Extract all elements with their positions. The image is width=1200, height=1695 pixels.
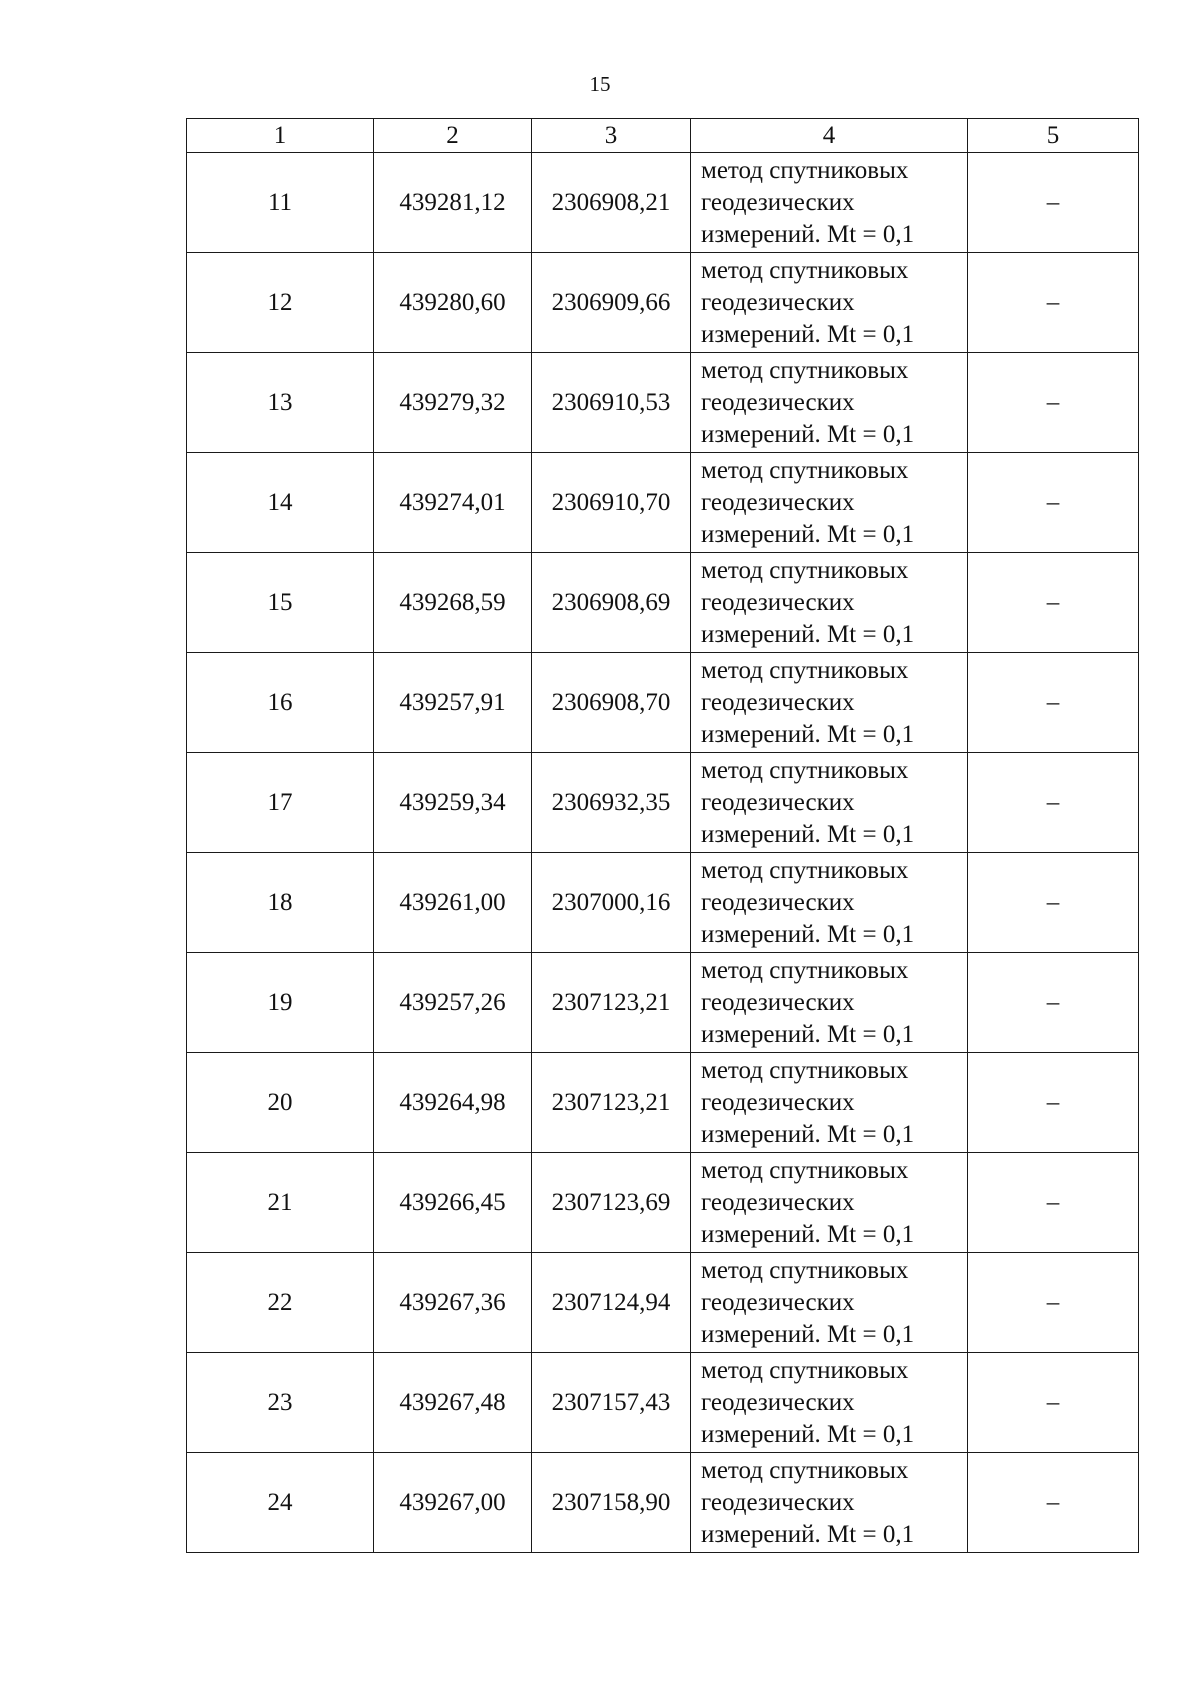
method-line: измерений. Mt = 0,1 [701, 720, 915, 748]
table-row [187, 853, 1139, 953]
method-line: измерений. Mt = 0,1 [701, 920, 915, 948]
point-number-cell: 15 [187, 553, 374, 653]
y-coordinate-cell: 2306908,21 [532, 153, 691, 253]
method-line: геодезических [701, 1188, 855, 1216]
point-number-cell: 19 [187, 953, 374, 1053]
method-cell [691, 753, 968, 853]
table-body [187, 153, 1139, 1553]
method-line: метод спутниковых [701, 1456, 909, 1484]
method-line: метод спутниковых [701, 256, 909, 284]
header-row [187, 119, 1139, 153]
header-col-5: 5 [968, 119, 1139, 153]
header-col-2: 2 [374, 119, 532, 153]
method-line: измерений. Mt = 0,1 [701, 1520, 915, 1548]
method-line: измерений. Mt = 0,1 [701, 420, 915, 448]
method-line: измерений. Mt = 0,1 [701, 1120, 915, 1148]
method-line: геодезических [701, 488, 855, 516]
y-coordinate-cell: 2307123,21 [532, 1053, 691, 1153]
method-line: геодезических [701, 888, 855, 916]
method-cell [691, 853, 968, 953]
table-row [187, 653, 1139, 753]
table-row [187, 153, 1139, 253]
method-line: метод спутниковых [701, 1256, 909, 1284]
table-row [187, 253, 1139, 353]
method-cell [691, 1453, 968, 1553]
note-cell: – [968, 1253, 1139, 1353]
method-line: метод спутниковых [701, 556, 909, 584]
note-cell: – [968, 1453, 1139, 1553]
method-line: измерений. Mt = 0,1 [701, 820, 915, 848]
point-number-cell: 23 [187, 1353, 374, 1453]
x-coordinate-cell: 439264,98 [374, 1053, 532, 1153]
method-line: метод спутниковых [701, 456, 909, 484]
method-cell [691, 153, 968, 253]
method-line: геодезических [701, 188, 855, 216]
method-line: геодезических [701, 1488, 855, 1516]
note-cell: – [968, 253, 1139, 353]
method-line: измерений. Mt = 0,1 [701, 1320, 915, 1348]
x-coordinate-cell: 439279,32 [374, 353, 532, 453]
note-cell: – [968, 653, 1139, 753]
y-coordinate-cell: 2306910,70 [532, 453, 691, 553]
x-coordinate-cell: 439261,00 [374, 853, 532, 953]
note-cell: – [968, 1353, 1139, 1453]
note-cell: – [968, 953, 1139, 1053]
y-coordinate-cell: 2306908,69 [532, 553, 691, 653]
method-line: измерений. Mt = 0,1 [701, 620, 915, 648]
x-coordinate-cell: 439268,59 [374, 553, 532, 653]
method-line: метод спутниковых [701, 856, 909, 884]
method-line: геодезических [701, 588, 855, 616]
note-cell: – [968, 153, 1139, 253]
method-line: геодезических [701, 1388, 855, 1416]
point-number-cell: 11 [187, 153, 374, 253]
method-cell [691, 953, 968, 1053]
y-coordinate-cell: 2307000,16 [532, 853, 691, 953]
table-header [187, 119, 1139, 153]
note-cell: – [968, 1153, 1139, 1253]
x-coordinate-cell: 439274,01 [374, 453, 532, 553]
table-row [187, 1353, 1139, 1453]
method-line: измерений. Mt = 0,1 [701, 320, 915, 348]
method-cell [691, 353, 968, 453]
coordinates-table [186, 118, 1139, 1553]
table-row [187, 453, 1139, 553]
point-number-cell: 20 [187, 1053, 374, 1153]
point-number-cell: 22 [187, 1253, 374, 1353]
table-row [187, 1253, 1139, 1353]
y-coordinate-cell: 2306909,66 [532, 253, 691, 353]
header-col-4: 4 [691, 119, 968, 153]
y-coordinate-cell: 2307123,21 [532, 953, 691, 1053]
method-line: геодезических [701, 1288, 855, 1316]
table-row [187, 753, 1139, 853]
method-line: измерений. Mt = 0,1 [701, 220, 915, 248]
point-number-cell: 14 [187, 453, 374, 553]
table-row [187, 1453, 1139, 1553]
method-cell [691, 653, 968, 753]
method-line: метод спутниковых [701, 156, 909, 184]
note-cell: – [968, 853, 1139, 953]
method-cell [691, 1353, 968, 1453]
table-row [187, 1153, 1139, 1253]
method-line: измерений. Mt = 0,1 [701, 1020, 915, 1048]
method-line: метод спутниковых [701, 756, 909, 784]
method-line: метод спутниковых [701, 1156, 909, 1184]
x-coordinate-cell: 439281,12 [374, 153, 532, 253]
table-row [187, 353, 1139, 453]
x-coordinate-cell: 439280,60 [374, 253, 532, 353]
point-number-cell: 12 [187, 253, 374, 353]
point-number-cell: 13 [187, 353, 374, 453]
method-cell [691, 253, 968, 353]
y-coordinate-cell: 2306932,35 [532, 753, 691, 853]
method-cell [691, 1053, 968, 1153]
method-line: геодезических [701, 288, 855, 316]
table-row [187, 1053, 1139, 1153]
method-line: метод спутниковых [701, 356, 909, 384]
point-number-cell: 16 [187, 653, 374, 753]
method-cell [691, 1253, 968, 1353]
method-line: геодезических [701, 1088, 855, 1116]
method-line: геодезических [701, 388, 855, 416]
y-coordinate-cell: 2307123,69 [532, 1153, 691, 1253]
point-number-cell: 18 [187, 853, 374, 953]
method-cell [691, 553, 968, 653]
note-cell: – [968, 1053, 1139, 1153]
note-cell: – [968, 453, 1139, 553]
y-coordinate-cell: 2307157,43 [532, 1353, 691, 1453]
method-line: метод спутниковых [701, 1056, 909, 1084]
method-line: измерений. Mt = 0,1 [701, 1220, 915, 1248]
note-cell: – [968, 553, 1139, 653]
x-coordinate-cell: 439257,91 [374, 653, 532, 753]
method-line: метод спутниковых [701, 956, 909, 984]
page-number: 15 [589, 72, 611, 96]
table-row [187, 553, 1139, 653]
x-coordinate-cell: 439257,26 [374, 953, 532, 1053]
note-cell: – [968, 753, 1139, 853]
point-number-cell: 21 [187, 1153, 374, 1253]
x-coordinate-cell: 439267,48 [374, 1353, 532, 1453]
y-coordinate-cell: 2306908,70 [532, 653, 691, 753]
point-number-cell: 24 [187, 1453, 374, 1553]
method-line: измерений. Mt = 0,1 [701, 1420, 915, 1448]
x-coordinate-cell: 439267,00 [374, 1453, 532, 1553]
y-coordinate-cell: 2306910,53 [532, 353, 691, 453]
x-coordinate-cell: 439259,34 [374, 753, 532, 853]
point-number-cell: 17 [187, 753, 374, 853]
x-coordinate-cell: 439266,45 [374, 1153, 532, 1253]
header-col-3: 3 [532, 119, 691, 153]
table-row [187, 953, 1139, 1053]
method-line: геодезических [701, 788, 855, 816]
method-line: метод спутниковых [701, 656, 909, 684]
method-line: геодезических [701, 688, 855, 716]
y-coordinate-cell: 2307124,94 [532, 1253, 691, 1353]
method-cell [691, 453, 968, 553]
note-cell: – [968, 353, 1139, 453]
method-line: геодезических [701, 988, 855, 1016]
x-coordinate-cell: 439267,36 [374, 1253, 532, 1353]
header-col-1: 1 [187, 119, 374, 153]
y-coordinate-cell: 2307158,90 [532, 1453, 691, 1553]
method-line: измерений. Mt = 0,1 [701, 520, 915, 548]
method-cell [691, 1153, 968, 1253]
method-line: метод спутниковых [701, 1356, 909, 1384]
